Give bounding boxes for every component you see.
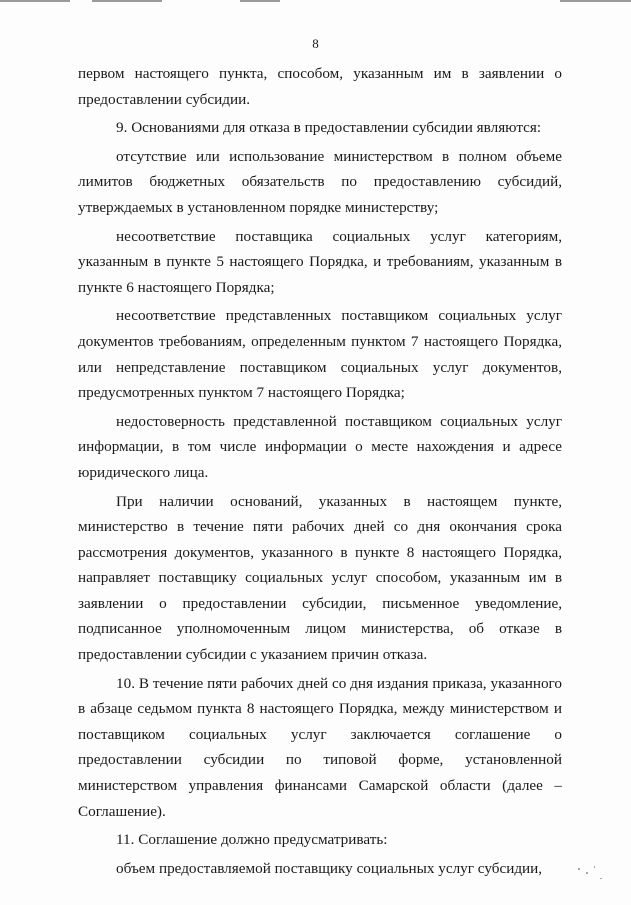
scan-edge-mark bbox=[240, 0, 280, 2]
scan-speck bbox=[594, 866, 595, 868]
scan-speck bbox=[586, 872, 588, 874]
scan-edge-mark bbox=[560, 0, 631, 2]
paragraph: отсутствие или использование министерством в полном объеме лимитов бюджетных обязательств по предоставлению субсидий, утверждаемых в установленном порядке министерству; bbox=[78, 147, 562, 216]
paragraph: объем предоставляемой поставщику социальных услуг субсидии, bbox=[116, 859, 543, 877]
paragraph: 10. В течение пяти рабочих дней со дня издания приказа, указанного в абзаце седьмом пункта 8 настоящего Порядка, между министерством и поставщиком социальных услуг заключается соглашение о предоставлении субсидии по типовой форме, установленной министерством управления финансами Самарской области (далее – Соглашение). bbox=[78, 674, 562, 820]
paragraph: 9. Основаниями для отказа в предоставлении субсидии являются: bbox=[116, 119, 542, 137]
paragraph: При наличии оснований, указанных в настоящем пункте, министерство в течение пяти рабочих дней со дня окончания срока рассмотрения документов, указанного в пункте 8 настоящего Порядка, направляет поставщику социальных услуг способом, указанным им в заявлении о предоставлении субсидии, письменное уведомление, подписанное уполномоченным лицом министерства, об отказе в предоставлении субсидии с указанием причин отказа. bbox=[78, 492, 562, 664]
paragraph: несоответствие поставщика социальных услуг категориям, указанным в пункте 5 настоящего Порядка, и требованиям, указанным в пункте 6 настоящего Порядка; bbox=[78, 227, 562, 296]
paragraph: недостоверность представленной поставщиком социальных услуг информации, в том числе информации о месте нахождения и адресе юридического лица. bbox=[78, 412, 562, 481]
scan-speck bbox=[578, 868, 580, 870]
scan-edge-mark bbox=[0, 0, 70, 2]
scan-speck bbox=[600, 878, 602, 879]
paragraph: 11. Соглашение должно предусматривать: bbox=[116, 831, 388, 849]
document-body bbox=[78, 61, 562, 881]
paragraph: первом настоящего пункта, способом, указанным им в заявлении о предоставлении субсидии. bbox=[78, 65, 562, 108]
paragraph: несоответствие представленных поставщиком социальных услуг документов требованиям, определенным пунктом 7 настоящего Порядка, или непредставление поставщиком социальных услуг документов, предусмотренных пунктом 7 настоящего Порядка; bbox=[78, 307, 562, 402]
scan-edge-mark bbox=[92, 0, 162, 2]
page-number: 8 bbox=[312, 36, 319, 51]
